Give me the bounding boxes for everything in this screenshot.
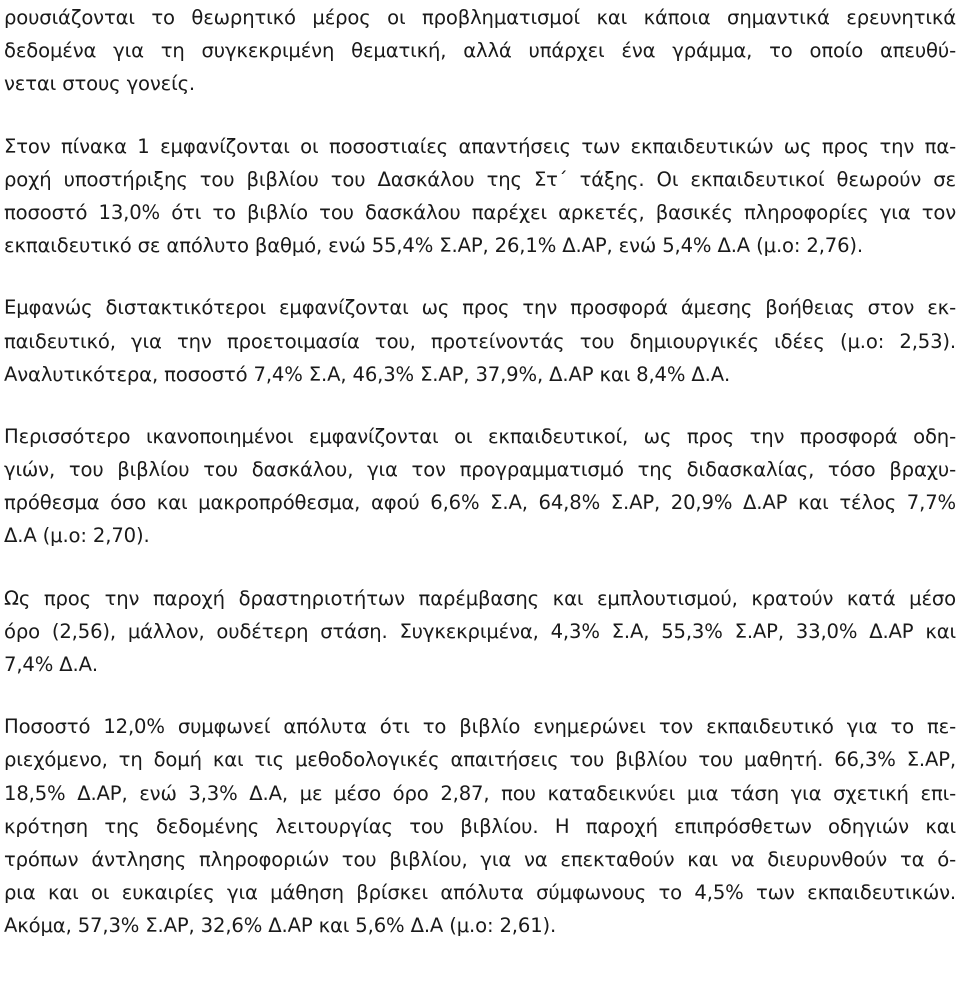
text-line: εκπαιδευτικό σε απόλυτο βαθμό, ενώ 55,4% Σ.ΑΡ, 26,1% Δ.ΑΡ, ενώ 5,4% Δ.Α (μ.ο: 2,76).: [4, 234, 863, 258]
paragraph-intro-continuation: [4, 1, 956, 101]
document-page: [4, 0, 956, 972]
paragraph-direct-help: [4, 291, 956, 391]
text-line: Δ.Α (μ.ο: 2,70).: [4, 524, 150, 548]
text-line: γιών, του βιβλίου του δασκάλου, για τον προγραμματισμό της διδασκαλίας, τόσο βραχυ-: [4, 458, 956, 482]
text-line: πρόθεσμα όσο και μακροπρόθεσμα, αφού 6,6% Σ.Α, 64,8% Σ.ΑΡ, 20,9% Δ.ΑΡ και τέλος 7,7%: [4, 491, 956, 515]
text-line: Στον πίνακα 1 εμφανίζονται οι ποσοστιαίες απαντήσεις των εκπαιδευτικών ως προς την πα-: [4, 134, 956, 158]
text-line: ροχή υποστήριξης του βιβλίου του Δασκάλου της Στ΄ τάξης. Οι εκπαιδευτικοί θεωρούν σε: [4, 167, 956, 191]
paragraph-content-information: [4, 710, 956, 942]
text-line: παιδευτικό, για την προετοιμασία του, προτείνοντάς του δημιουργικές ιδέες (μ.ο: 2,53).: [4, 329, 956, 353]
text-line: όρο (2,56), μάλλον, ουδέτερη στάση. Συγκεκριμένα, 4,3% Σ.Α, 55,3% Σ.ΑΡ, 33,0% Δ.ΑΡ και: [4, 619, 956, 643]
text-line: 7,4% Δ.Α.: [4, 653, 98, 676]
paragraph-table1-support: [4, 130, 956, 263]
text-line: τρόπων άντλησης πληροφοριών του βιβλίου, για να επεκταθούν και να διευρυνθούν τα ό-: [4, 847, 956, 871]
text-line: ριεχόμενο, τη δομή και τις μεθοδολογικές απαιτήσεις του βιβλίου του μαθητή. 66,3% Σ.ΑΡ,: [4, 748, 956, 772]
text-line: Ως προς την παροχή δραστηριοτήτων παρέμβασης και εμπλουτισμού, κρατούν κατά μέσο: [4, 586, 956, 610]
paragraph-planning-guidance: [4, 420, 956, 553]
text-line: Ποσοστό 12,0% συμφωνεί απόλυτα ότι το βιβλίο ενημερώνει τον εκπαιδευτικό για το πε-: [4, 715, 956, 739]
text-line: Εμφανώς διστακτικότεροι εμφανίζονται ως προς την προσφορά άμεσης βοήθειας στον εκ-: [4, 296, 956, 320]
text-line: ποσοστό 13,0% ότι το βιβλίο του δασκάλου παρέχει αρκετές, βασικές πληροφορίες για τον: [4, 200, 956, 224]
text-line: κρότηση της δεδομένης λειτουργίας του βιβλίου. Η παροχή επιπρόσθετων οδηγιών και: [4, 814, 956, 838]
text-line: ρουσιάζονται το θεωρητικό μέρος οι προβληματισμοί και κάποια σημαντικά ερευνητικά: [4, 6, 956, 29]
text-line: Ακόμα, 57,3% Σ.ΑΡ, 32,6% Δ.ΑΡ και 5,6% Δ.Α (μ.ο: 2,61).: [4, 914, 557, 938]
text-line: νεται στους γονείς.: [4, 72, 196, 96]
text-line: δεδομένα για τη συγκεκριμένη θεματική, αλλά υπάρχει ένα γράμμα, το οποίο απευθύ-: [4, 39, 956, 63]
paragraph-intervention-activities: [4, 582, 956, 682]
text-line: Περισσότερο ικανοποιημένοι εμφανίζονται οι εκπαιδευτικοί, ως προς την προσφορά οδη-: [4, 424, 956, 448]
text-line: Αναλυτικότερα, ποσοστό 7,4% Σ.Α, 46,3% Σ.ΑΡ, 37,9%, Δ.ΑΡ και 8,4% Δ.Α.: [4, 362, 731, 386]
text-line: ρια και οι ευκαιρίες για μάθηση βρίσκει απόλυτα σύμφωνους το 4,5% των εκπαιδευτικών.: [4, 881, 956, 905]
text-line: 18,5% Δ.ΑΡ, ενώ 3,3% Δ.Α, με μέσο όρο 2,87, που καταδεικνύει μια τάση για σχετική επι-: [4, 781, 956, 805]
